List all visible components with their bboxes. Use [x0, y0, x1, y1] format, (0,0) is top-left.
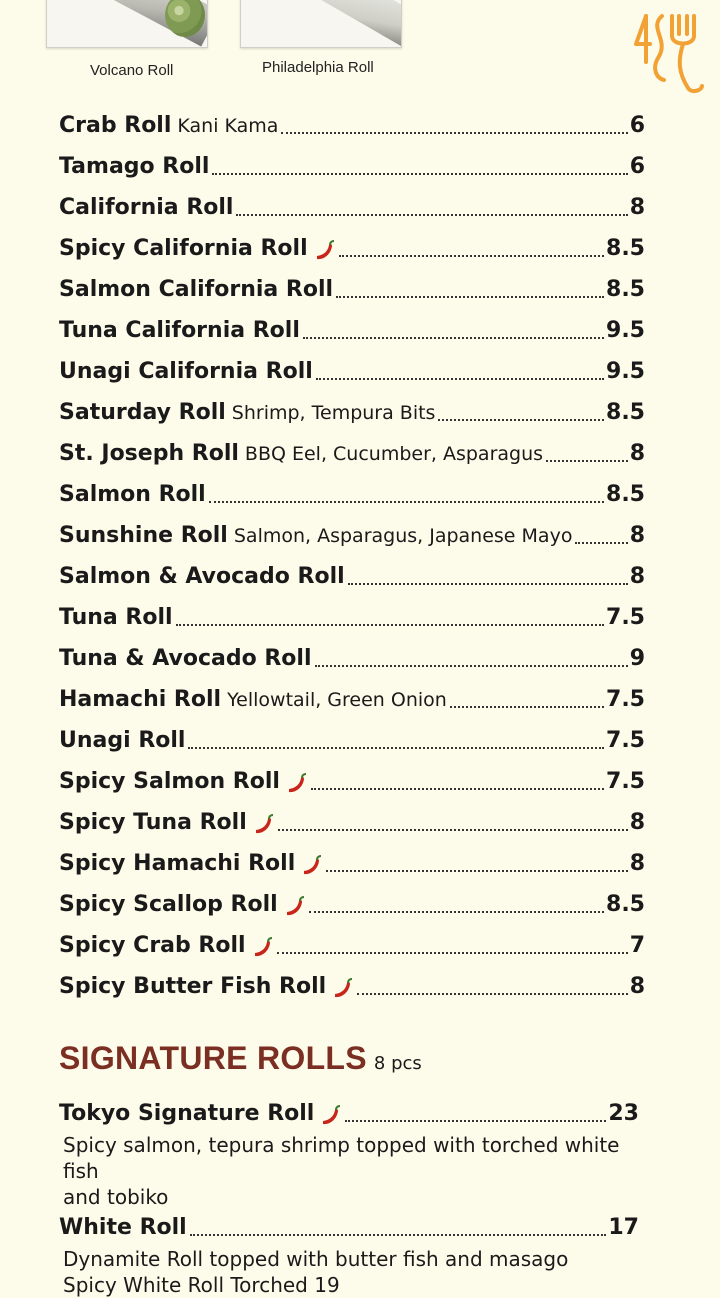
menu-item-row[interactable]	[59, 226, 645, 267]
item-description: Dynamite Roll topped with butter fish and masago	[63, 1247, 569, 1271]
dot-leader	[309, 911, 604, 913]
item-description: Spicy White Roll Torched 19	[63, 1273, 340, 1297]
item-description: and tobiko	[63, 1185, 169, 1209]
item-name: Spicy Butter Fish Roll	[59, 974, 327, 999]
menu-item-row[interactable]	[59, 841, 645, 882]
signature-rolls-header	[59, 1040, 422, 1077]
item-price: 7.5	[606, 728, 645, 753]
item-price: 8	[629, 523, 645, 548]
menu-item-row[interactable]	[59, 923, 645, 964]
menu-item-row[interactable]	[59, 759, 645, 800]
item-name: Tamago Roll	[59, 154, 210, 179]
item-name: Tuna & Avocado Roll	[59, 646, 312, 671]
dot-leader	[348, 583, 628, 585]
item-price: 8.5	[606, 400, 645, 425]
menu-item-row[interactable]	[59, 513, 645, 554]
dot-leader	[278, 829, 628, 831]
item-description: Yellowtail, Green Onion	[227, 689, 447, 711]
menu-item-row[interactable]	[59, 472, 645, 513]
item-name: Salmon California Roll	[59, 277, 334, 302]
item-price: 6	[629, 154, 645, 179]
item-name: Sunshine Roll	[59, 523, 228, 548]
menu-item-row[interactable]	[59, 103, 645, 144]
item-price: 7.5	[606, 769, 645, 794]
menu-item-row[interactable]	[59, 431, 645, 472]
dot-leader	[450, 706, 604, 708]
menu-item-row[interactable]	[59, 1096, 639, 1132]
item-name: Spicy California Roll	[59, 236, 308, 261]
dot-leader	[303, 337, 604, 339]
item-name: Salmon & Avocado Roll	[59, 564, 345, 589]
dot-leader	[575, 542, 627, 544]
philadelphia-roll-caption: Philadelphia Roll	[262, 59, 374, 76]
item-name: Crab Roll	[59, 113, 172, 138]
dot-leader	[438, 419, 604, 421]
roll-menu-list	[59, 103, 645, 1005]
menu-item-row[interactable]	[59, 185, 645, 226]
item-name: Salmon Roll	[59, 482, 206, 507]
item-price: 9.5	[606, 359, 645, 384]
dot-leader	[336, 296, 604, 298]
menu-item-row[interactable]	[59, 800, 645, 841]
item-name: Tuna Roll	[59, 605, 173, 630]
item-price: 8.5	[606, 277, 645, 302]
volcano-roll-caption: Volcano Roll	[90, 62, 174, 79]
dot-leader	[236, 214, 627, 216]
item-name: Unagi Roll	[59, 728, 186, 753]
dot-leader	[345, 1120, 606, 1122]
item-price: 8	[629, 441, 645, 466]
chili-pepper-icon	[284, 895, 306, 919]
item-price: 7	[629, 933, 645, 958]
menu-item-row[interactable]	[59, 964, 645, 1005]
dot-leader	[326, 870, 627, 872]
fork-logo-icon	[632, 10, 704, 94]
item-price: 8.5	[606, 892, 645, 917]
dot-leader	[176, 624, 604, 626]
item-price: 8	[629, 564, 645, 589]
dot-leader	[311, 788, 604, 790]
dot-leader	[209, 501, 604, 503]
item-name: Spicy Tuna Roll	[59, 810, 247, 835]
menu-item-row[interactable]	[59, 308, 645, 349]
item-price: 17	[608, 1215, 639, 1240]
thumbnail-strip	[0, 0, 720, 95]
menu-item-row[interactable]	[59, 267, 645, 308]
dot-leader	[339, 255, 604, 257]
chili-pepper-icon	[252, 936, 274, 960]
menu-item-row[interactable]	[59, 144, 645, 185]
item-name: California Roll	[59, 195, 234, 220]
dot-leader	[188, 747, 604, 749]
chili-pepper-icon	[332, 977, 354, 1001]
item-name: Spicy Hamachi Roll	[59, 851, 296, 876]
menu-item-row[interactable]	[59, 718, 645, 759]
volcano-roll-image[interactable]	[46, 0, 208, 48]
menu-item-row[interactable]	[59, 677, 645, 718]
item-name: Unagi California Roll	[59, 359, 313, 384]
dot-leader	[546, 460, 628, 462]
menu-item-row[interactable]	[59, 349, 645, 390]
menu-item-row[interactable]	[59, 554, 645, 595]
chili-pepper-icon	[301, 854, 323, 878]
dot-leader	[277, 952, 628, 954]
piece-count: 8 pcs	[373, 1053, 422, 1074]
section-title: SIGNATURE ROLLS	[59, 1040, 367, 1076]
item-description: Shrimp, Tempura Bits	[231, 402, 436, 424]
menu-item-row[interactable]	[59, 1210, 639, 1246]
item-price: 9.5	[606, 318, 645, 343]
dot-leader	[212, 173, 627, 175]
item-price: 23	[608, 1101, 639, 1126]
chili-pepper-icon	[320, 1104, 342, 1128]
menu-item-row[interactable]	[59, 390, 645, 431]
item-name: Tokyo Signature Roll	[59, 1101, 315, 1126]
item-price: 7.5	[606, 605, 645, 630]
item-price: 8	[629, 195, 645, 220]
item-name: Spicy Salmon Roll	[59, 769, 280, 794]
item-price: 6	[629, 113, 645, 138]
item-description: BBQ Eel, Cucumber, Asparagus	[244, 443, 544, 465]
item-price: 8.5	[606, 482, 645, 507]
signature-roll-list	[59, 1096, 639, 1298]
dot-leader	[316, 378, 604, 380]
philadelphia-roll-image[interactable]	[240, 0, 402, 48]
chili-pepper-icon	[314, 239, 336, 263]
item-price: 8	[629, 851, 645, 876]
menu-item-row[interactable]	[59, 595, 645, 636]
item-name: White Roll	[59, 1215, 187, 1240]
chili-pepper-icon	[286, 772, 308, 796]
menu-item-row[interactable]	[59, 636, 645, 677]
item-description: Salmon, Asparagus, Japanese Mayo	[233, 525, 573, 547]
item-description: Spicy salmon, tepura shrimp topped with torched white fish	[63, 1133, 620, 1183]
dot-leader	[281, 132, 627, 134]
item-name: Spicy Scallop Roll	[59, 892, 278, 917]
dot-leader	[357, 993, 627, 995]
item-name: Hamachi Roll	[59, 687, 222, 712]
item-name: Tuna California Roll	[59, 318, 300, 343]
item-name: Spicy Crab Roll	[59, 933, 246, 958]
item-name: St. Joseph Roll	[59, 441, 239, 466]
item-price: 9	[629, 646, 645, 671]
menu-item-row[interactable]	[59, 882, 645, 923]
chili-pepper-icon	[253, 813, 275, 837]
item-price: 7.5	[606, 687, 645, 712]
item-description: Kani Kama	[177, 115, 279, 137]
item-price: 8	[629, 974, 645, 999]
item-price: 8.5	[606, 236, 645, 261]
item-price: 8	[629, 810, 645, 835]
dot-leader	[190, 1234, 607, 1236]
dot-leader	[315, 665, 628, 667]
item-name: Saturday Roll	[59, 400, 226, 425]
